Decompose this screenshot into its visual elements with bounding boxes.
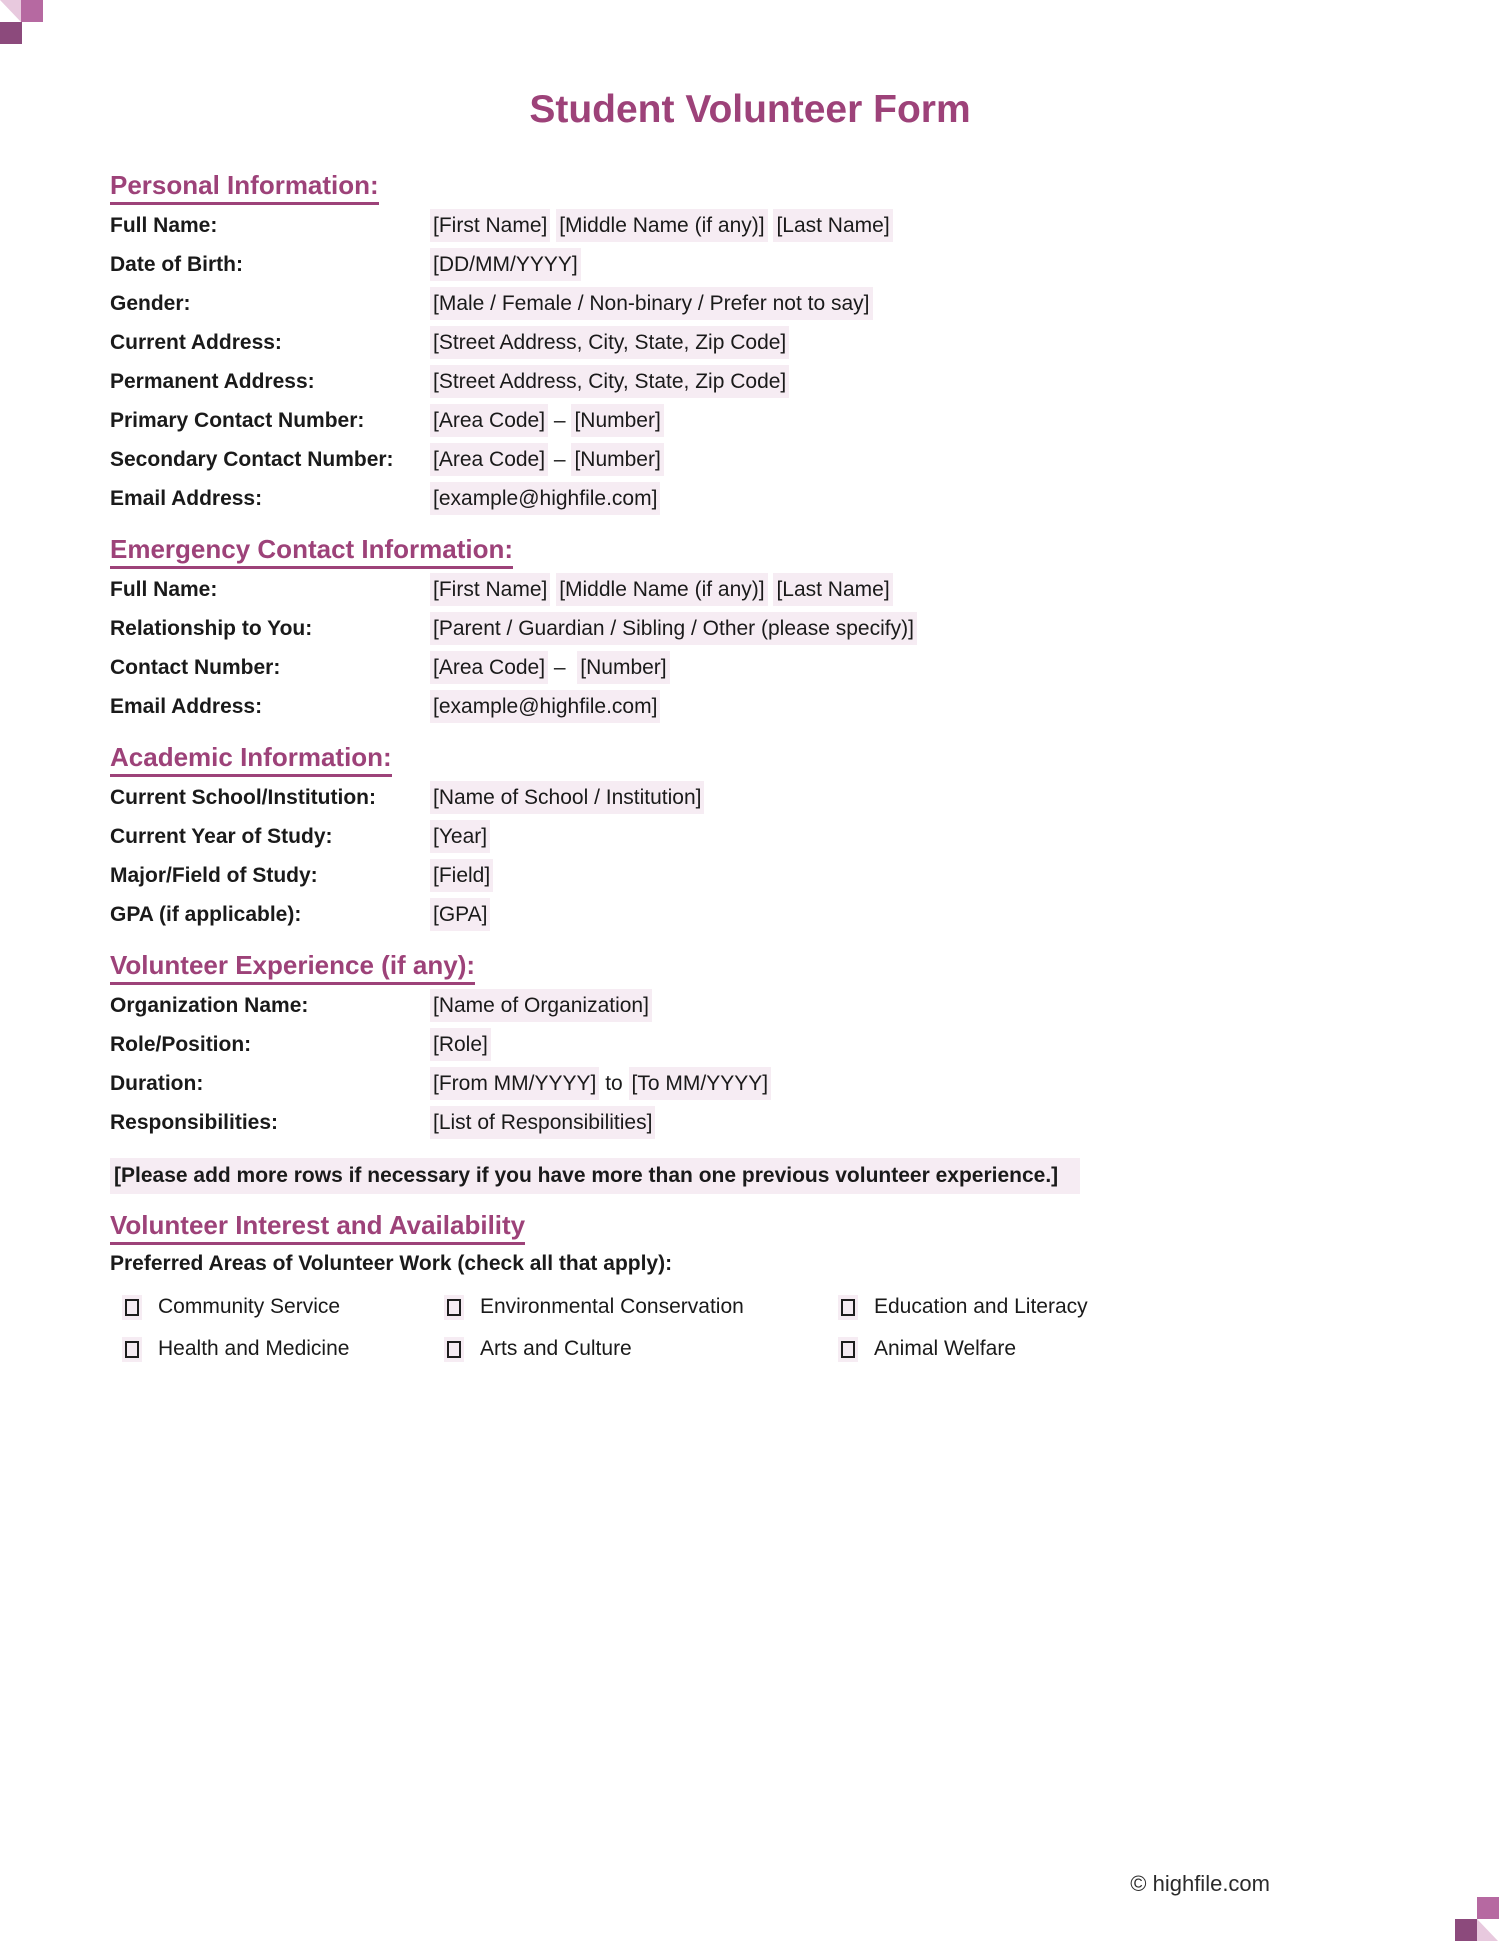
field-value bbox=[430, 409, 664, 433]
logo-fold-triangle-icon bbox=[1477, 1919, 1498, 1941]
field-value-token: [Street Address, City, State, Zip Code] bbox=[430, 326, 789, 359]
checkbox-label: Arts and Culture bbox=[480, 1337, 632, 1360]
field-value-separator: – bbox=[548, 447, 572, 471]
field-value bbox=[430, 864, 493, 888]
form-content bbox=[110, 0, 1390, 1370]
field-value-token: [Area Code] bbox=[430, 404, 548, 437]
field-value bbox=[430, 292, 873, 316]
field-value bbox=[430, 1033, 491, 1057]
checkbox-animal-welfare[interactable] bbox=[841, 1341, 855, 1358]
checkbox-option-environmental-conservation bbox=[444, 1286, 838, 1328]
field-value-token: [Role] bbox=[430, 1028, 491, 1061]
field-row-full-name bbox=[110, 206, 1390, 245]
field-label: Permanent Address: bbox=[110, 369, 315, 393]
field-row-permanent-address bbox=[110, 362, 1390, 401]
checkbox-arts-and-culture[interactable] bbox=[447, 1341, 461, 1358]
logo-purple-square-icon bbox=[0, 22, 22, 44]
field-label: Email Address: bbox=[110, 694, 263, 718]
field-label: Responsibilities: bbox=[110, 1110, 279, 1134]
field-row-duration bbox=[110, 1064, 1390, 1103]
add-rows-note: [Please add more rows if necessary if you have more than one previous volunteer experience.] bbox=[110, 1158, 1080, 1194]
field-value bbox=[430, 825, 490, 849]
field-label: Duration: bbox=[110, 1071, 204, 1095]
field-value-token: [Name of Organization] bbox=[430, 989, 652, 1022]
section-heading-text: Emergency Contact Information: bbox=[110, 534, 513, 569]
logo-pink-square-icon bbox=[21, 0, 43, 22]
field-row-email-address bbox=[110, 687, 1390, 726]
section-personal-information bbox=[110, 170, 1390, 518]
field-rows bbox=[110, 778, 1390, 934]
checkbox-community-service[interactable] bbox=[125, 1299, 139, 1316]
field-label: GPA (if applicable): bbox=[110, 902, 302, 926]
section-heading-text: Volunteer Interest and Availability bbox=[110, 1210, 525, 1245]
field-value-token: [To MM/YYYY] bbox=[629, 1067, 772, 1100]
field-value-token: [First Name] bbox=[430, 209, 550, 242]
field-row-secondary-contact-number bbox=[110, 440, 1390, 479]
field-value bbox=[430, 617, 917, 641]
checkbox-option-health-and-medicine bbox=[122, 1328, 444, 1370]
logo-fold-triangle-icon bbox=[0, 0, 21, 22]
field-row-responsibilities bbox=[110, 1103, 1390, 1142]
field-value-token: [Last Name] bbox=[773, 573, 892, 606]
field-label: Relationship to You: bbox=[110, 616, 313, 640]
field-value-token: [From MM/YYYY] bbox=[430, 1067, 599, 1100]
field-row-gender bbox=[110, 284, 1390, 323]
section-emergency-contact-information bbox=[110, 534, 1390, 726]
section-heading bbox=[110, 534, 1390, 564]
section-volunteer-experience-if-any bbox=[110, 950, 1390, 1142]
section-heading bbox=[110, 1210, 1390, 1240]
field-value bbox=[430, 448, 664, 472]
checkbox-highlight bbox=[122, 1337, 142, 1362]
checkbox-option-arts-and-culture bbox=[444, 1328, 838, 1370]
field-row-current-school-institution bbox=[110, 778, 1390, 817]
section-heading bbox=[110, 742, 1390, 772]
field-value bbox=[430, 656, 670, 680]
note-row bbox=[110, 1158, 1390, 1194]
field-label: Full Name: bbox=[110, 577, 218, 601]
field-rows bbox=[110, 206, 1390, 518]
field-row-organization-name bbox=[110, 986, 1390, 1025]
field-row-full-name bbox=[110, 570, 1390, 609]
field-value-token: [List of Responsibilities] bbox=[430, 1106, 655, 1139]
highfile-logo-bottom bbox=[1455, 1897, 1499, 1941]
field-label: Gender: bbox=[110, 291, 191, 315]
field-row-primary-contact-number bbox=[110, 401, 1390, 440]
checkbox-highlight bbox=[838, 1295, 858, 1320]
checkbox-label: Community Service bbox=[158, 1295, 341, 1318]
checkbox-highlight bbox=[444, 1295, 464, 1320]
field-value-separator: – bbox=[548, 655, 578, 679]
field-value bbox=[430, 487, 660, 511]
field-label: Contact Number: bbox=[110, 655, 281, 679]
field-value-token: [First Name] bbox=[430, 573, 550, 606]
checkbox-label: Environmental Conservation bbox=[480, 1295, 744, 1318]
footer-copyright: © highfile.com bbox=[1130, 1871, 1270, 1896]
field-label: Email Address: bbox=[110, 486, 263, 510]
page-title: Student Volunteer Form bbox=[529, 88, 971, 131]
field-value bbox=[430, 1072, 771, 1096]
section-heading-text: Volunteer Experience (if any): bbox=[110, 950, 475, 985]
field-value-token: [example@highfile.com] bbox=[430, 482, 660, 515]
logo-purple-square-icon bbox=[1455, 1919, 1477, 1941]
field-value bbox=[430, 578, 893, 602]
field-value bbox=[430, 786, 704, 810]
field-label: Primary Contact Number: bbox=[110, 408, 365, 432]
checkbox-highlight bbox=[838, 1337, 858, 1362]
checkbox-education-and-literacy[interactable] bbox=[841, 1299, 855, 1316]
field-value bbox=[430, 253, 581, 277]
field-value-separator: – bbox=[548, 408, 572, 432]
field-value bbox=[430, 1111, 655, 1135]
field-row-current-year-of-study bbox=[110, 817, 1390, 856]
checkbox-highlight bbox=[122, 1295, 142, 1320]
field-value bbox=[430, 695, 660, 719]
field-row-relationship-to-you bbox=[110, 609, 1390, 648]
checkbox-grid bbox=[110, 1286, 1390, 1370]
field-value-token: [Year] bbox=[430, 820, 490, 853]
section-heading-text: Academic Information: bbox=[110, 742, 392, 777]
field-value-token: [GPA] bbox=[430, 898, 490, 931]
field-value bbox=[430, 903, 490, 927]
field-label: Major/Field of Study: bbox=[110, 863, 318, 887]
field-value bbox=[430, 214, 893, 238]
field-row-date-of-birth bbox=[110, 245, 1390, 284]
field-value-token: [Field] bbox=[430, 859, 493, 892]
field-row-major-field-of-study bbox=[110, 856, 1390, 895]
field-value-token: [Parent / Guardian / Sibling / Other (please specify)] bbox=[430, 612, 917, 645]
field-value-token: [Area Code] bbox=[430, 651, 548, 684]
field-label: Current Address: bbox=[110, 330, 282, 354]
field-label: Organization Name: bbox=[110, 993, 309, 1017]
field-row-email-address bbox=[110, 479, 1390, 518]
field-value bbox=[430, 370, 789, 394]
field-row-contact-number bbox=[110, 648, 1390, 687]
field-value-token: [Name of School / Institution] bbox=[430, 781, 704, 814]
checkbox-health-and-medicine[interactable] bbox=[125, 1341, 139, 1358]
field-value-token: [Last Name] bbox=[773, 209, 892, 242]
form-sections bbox=[110, 170, 1390, 1142]
field-value-token: [Middle Name (if any)] bbox=[556, 209, 767, 242]
field-label: Secondary Contact Number: bbox=[110, 447, 394, 471]
field-row-gpa-if-applicable bbox=[110, 895, 1390, 934]
field-rows bbox=[110, 570, 1390, 726]
checkbox-label: Education and Literacy bbox=[874, 1295, 1088, 1318]
section-academic-information bbox=[110, 742, 1390, 934]
field-label: Role/Position: bbox=[110, 1032, 252, 1056]
field-value-token: [example@highfile.com] bbox=[430, 690, 660, 723]
field-label: Date of Birth: bbox=[110, 252, 243, 276]
field-value-separator: to bbox=[599, 1071, 629, 1095]
field-label: Current Year of Study: bbox=[110, 824, 333, 848]
preferred-areas-label: Preferred Areas of Volunteer Work (check all that apply): bbox=[110, 1252, 673, 1275]
field-rows bbox=[110, 986, 1390, 1142]
field-row-current-address bbox=[110, 323, 1390, 362]
field-value-token: [Number] bbox=[577, 651, 669, 684]
field-value bbox=[430, 331, 789, 355]
logo-pink-square-icon bbox=[1477, 1897, 1499, 1919]
field-value-token: [Number] bbox=[571, 404, 663, 437]
field-value-token: [DD/MM/YYYY] bbox=[430, 248, 581, 281]
checkbox-highlight bbox=[444, 1337, 464, 1362]
section-heading bbox=[110, 950, 1390, 980]
field-value-token: [Male / Female / Non-binary / Prefer not to say] bbox=[430, 287, 873, 320]
field-value-token: [Number] bbox=[571, 443, 663, 476]
field-label: Full Name: bbox=[110, 213, 218, 237]
field-value bbox=[430, 994, 652, 1018]
field-label: Current School/Institution: bbox=[110, 785, 376, 809]
section-heading bbox=[110, 170, 1390, 200]
field-value-token: [Middle Name (if any)] bbox=[556, 573, 767, 606]
field-value-token: [Street Address, City, State, Zip Code] bbox=[430, 365, 789, 398]
checkbox-option-community-service bbox=[122, 1286, 444, 1328]
checkbox-option-animal-welfare bbox=[838, 1328, 1390, 1370]
field-row-role-position bbox=[110, 1025, 1390, 1064]
checkbox-label: Health and Medicine bbox=[158, 1337, 350, 1360]
highfile-logo-top bbox=[0, 0, 44, 44]
section-heading-text: Personal Information: bbox=[110, 170, 379, 205]
checkbox-environmental-conservation[interactable] bbox=[447, 1299, 461, 1316]
checkbox-label: Animal Welfare bbox=[874, 1337, 1016, 1360]
section-volunteer-interest-and-availability bbox=[110, 1210, 1390, 1370]
checkbox-option-education-and-literacy bbox=[838, 1286, 1390, 1328]
field-value-token: [Area Code] bbox=[430, 443, 548, 476]
